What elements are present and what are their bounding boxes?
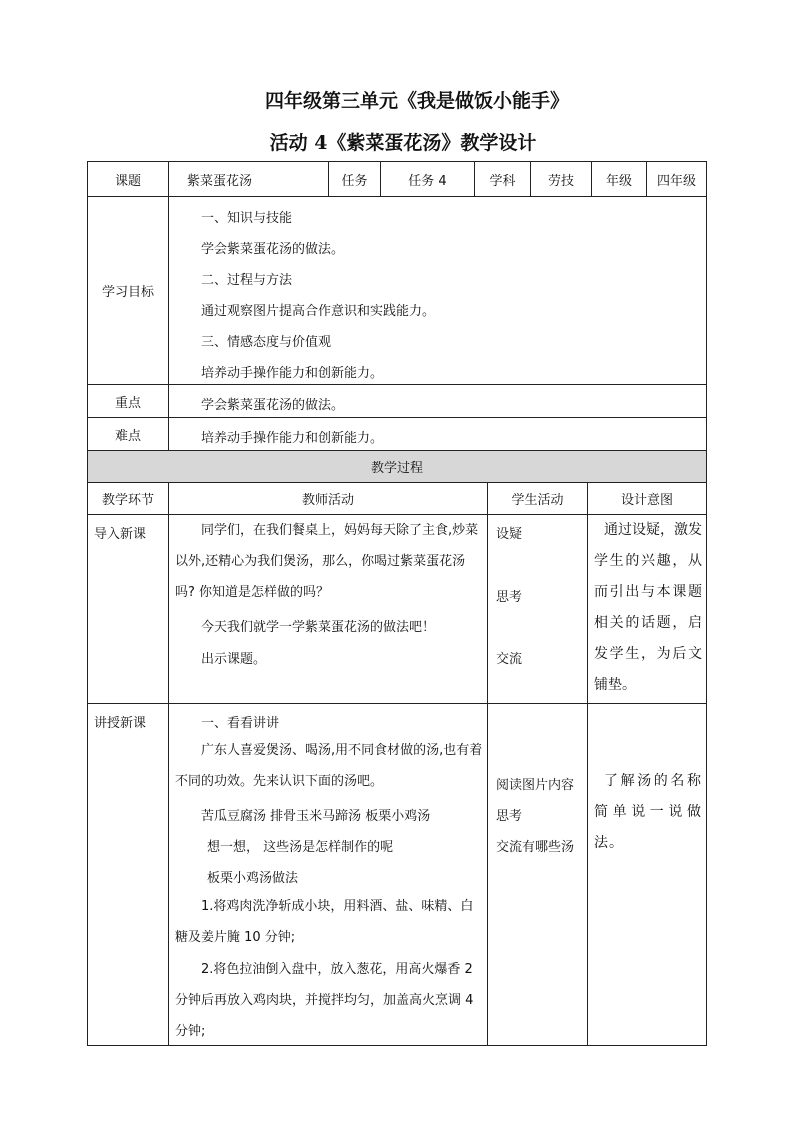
difficulty-text: 培养动手操作能力和创新能力。 [201, 431, 384, 446]
goals-label: 学习目标 [87, 196, 169, 385]
col-stage: 教学环节 [87, 482, 169, 515]
intro-teacher-p2: 今天我们就学一学紫菜蛋花汤的做法吧！ [201, 620, 436, 635]
intro-stage-cell [87, 514, 169, 704]
col-teacher: 教师活动 [168, 482, 488, 515]
goal-line-2: 学会紫菜蛋花汤的做法。 [201, 242, 345, 257]
intro-stage: 导入新课 [94, 527, 147, 542]
intro-intent-cell [587, 514, 707, 704]
task-label-cell: 任务 [328, 161, 381, 197]
lecture-teacher-p1: 广东人喜爱煲汤、喝汤,用不同食材做的汤,也有着不同的功效。先来认识下面的汤吧。 [175, 743, 483, 789]
difficulty-content [168, 417, 707, 451]
intro-teacher-p3: 出示课题。 [201, 652, 267, 667]
goal-line-5: 三、情感态度与价值观 [201, 335, 332, 350]
goals-content [168, 196, 707, 385]
lecture-teacher-cell [168, 703, 488, 1046]
intro-teacher-p1: 同学们，在我们餐桌上，妈妈每天除了主食,炒菜以外,还精心为我们煲汤，那么，你喝过紫菜蛋花汤吗? 你知道是怎样做的吗？ [175, 523, 479, 600]
goal-line-6: 培养动手操作能力和创新能力。 [201, 366, 384, 381]
goal-line-1: 一、知识与技能 [201, 211, 293, 226]
lecture-student-1: 阅读图片内容 [496, 778, 575, 793]
intro-student-1: 设疑 [496, 527, 523, 542]
lecture-method: 板栗小鸡汤做法 [207, 871, 299, 886]
document-title: 四年级第三单元《我是做饭小能手》 [264, 90, 569, 112]
intro-intent: 通过设疑，激发学生的兴趣，从而引出与本课题相关的话题，启发学生，为后文铺垫。 [594, 522, 702, 693]
col-intent: 设计意图 [587, 482, 707, 515]
grade-value-cell: 四年级 [646, 161, 707, 197]
intro-student-cell [487, 514, 588, 704]
lecture-student-2: 思考 [496, 809, 523, 824]
col-student: 学生活动 [487, 482, 588, 515]
lecture-intent-cell [587, 703, 707, 1046]
process-header: 教学过程 [87, 450, 707, 483]
key-point-text: 学会紫菜蛋花汤的做法。 [201, 398, 345, 413]
lecture-intent: 了解汤的名称简单说一说做法。 [594, 773, 702, 851]
lecture-student-cell [487, 703, 588, 1046]
key-point-label: 重点 [87, 384, 169, 418]
subject-value-cell: 劳技 [530, 161, 592, 197]
goal-line-4: 通过观察图片提高合作意识和实践能力。 [201, 304, 436, 319]
key-point-content [168, 384, 707, 418]
task-value-cell: 任务 4 [380, 161, 475, 197]
goal-line-3: 二、过程与方法 [201, 273, 293, 288]
lecture-step2: 2.将色拉油倒入盘中，放入葱花，用高火爆香 2 分钟后再放入鸡肉块，并搅拌均匀，加盖高火烹调 4 分钟; [175, 962, 474, 1039]
lecture-soups: 苦瓜豆腐汤 排骨玉米马蹄汤 板栗小鸡汤 [201, 809, 431, 824]
topic-value-cell: 紫菜蛋花汤 [168, 161, 329, 197]
lecture-teacher-l1: 一、看看讲讲 [201, 716, 280, 731]
lecture-think: 想一想， 这些汤是怎样制作的呢 [207, 840, 394, 855]
lecture-stage: 讲授新课 [94, 716, 147, 731]
subject-label-cell: 学科 [474, 161, 531, 197]
document-subtitle: 活动 4《紫菜蛋花汤》教学设计 [269, 132, 537, 154]
difficulty-label: 难点 [87, 417, 169, 451]
grade-label-cell: 年级 [591, 161, 647, 197]
topic-label-cell: 课题 [87, 161, 169, 197]
lecture-student-3: 交流有哪些汤 [496, 840, 575, 855]
intro-student-3: 交流 [496, 652, 523, 667]
intro-student-2: 思考 [496, 590, 523, 605]
lecture-stage-cell [87, 703, 169, 1046]
lecture-step1: 1.将鸡肉洗净斩成小块，用料酒、盐、味精、白糖及姜片腌 10 分钟; [175, 899, 474, 945]
intro-teacher-cell [168, 514, 488, 704]
